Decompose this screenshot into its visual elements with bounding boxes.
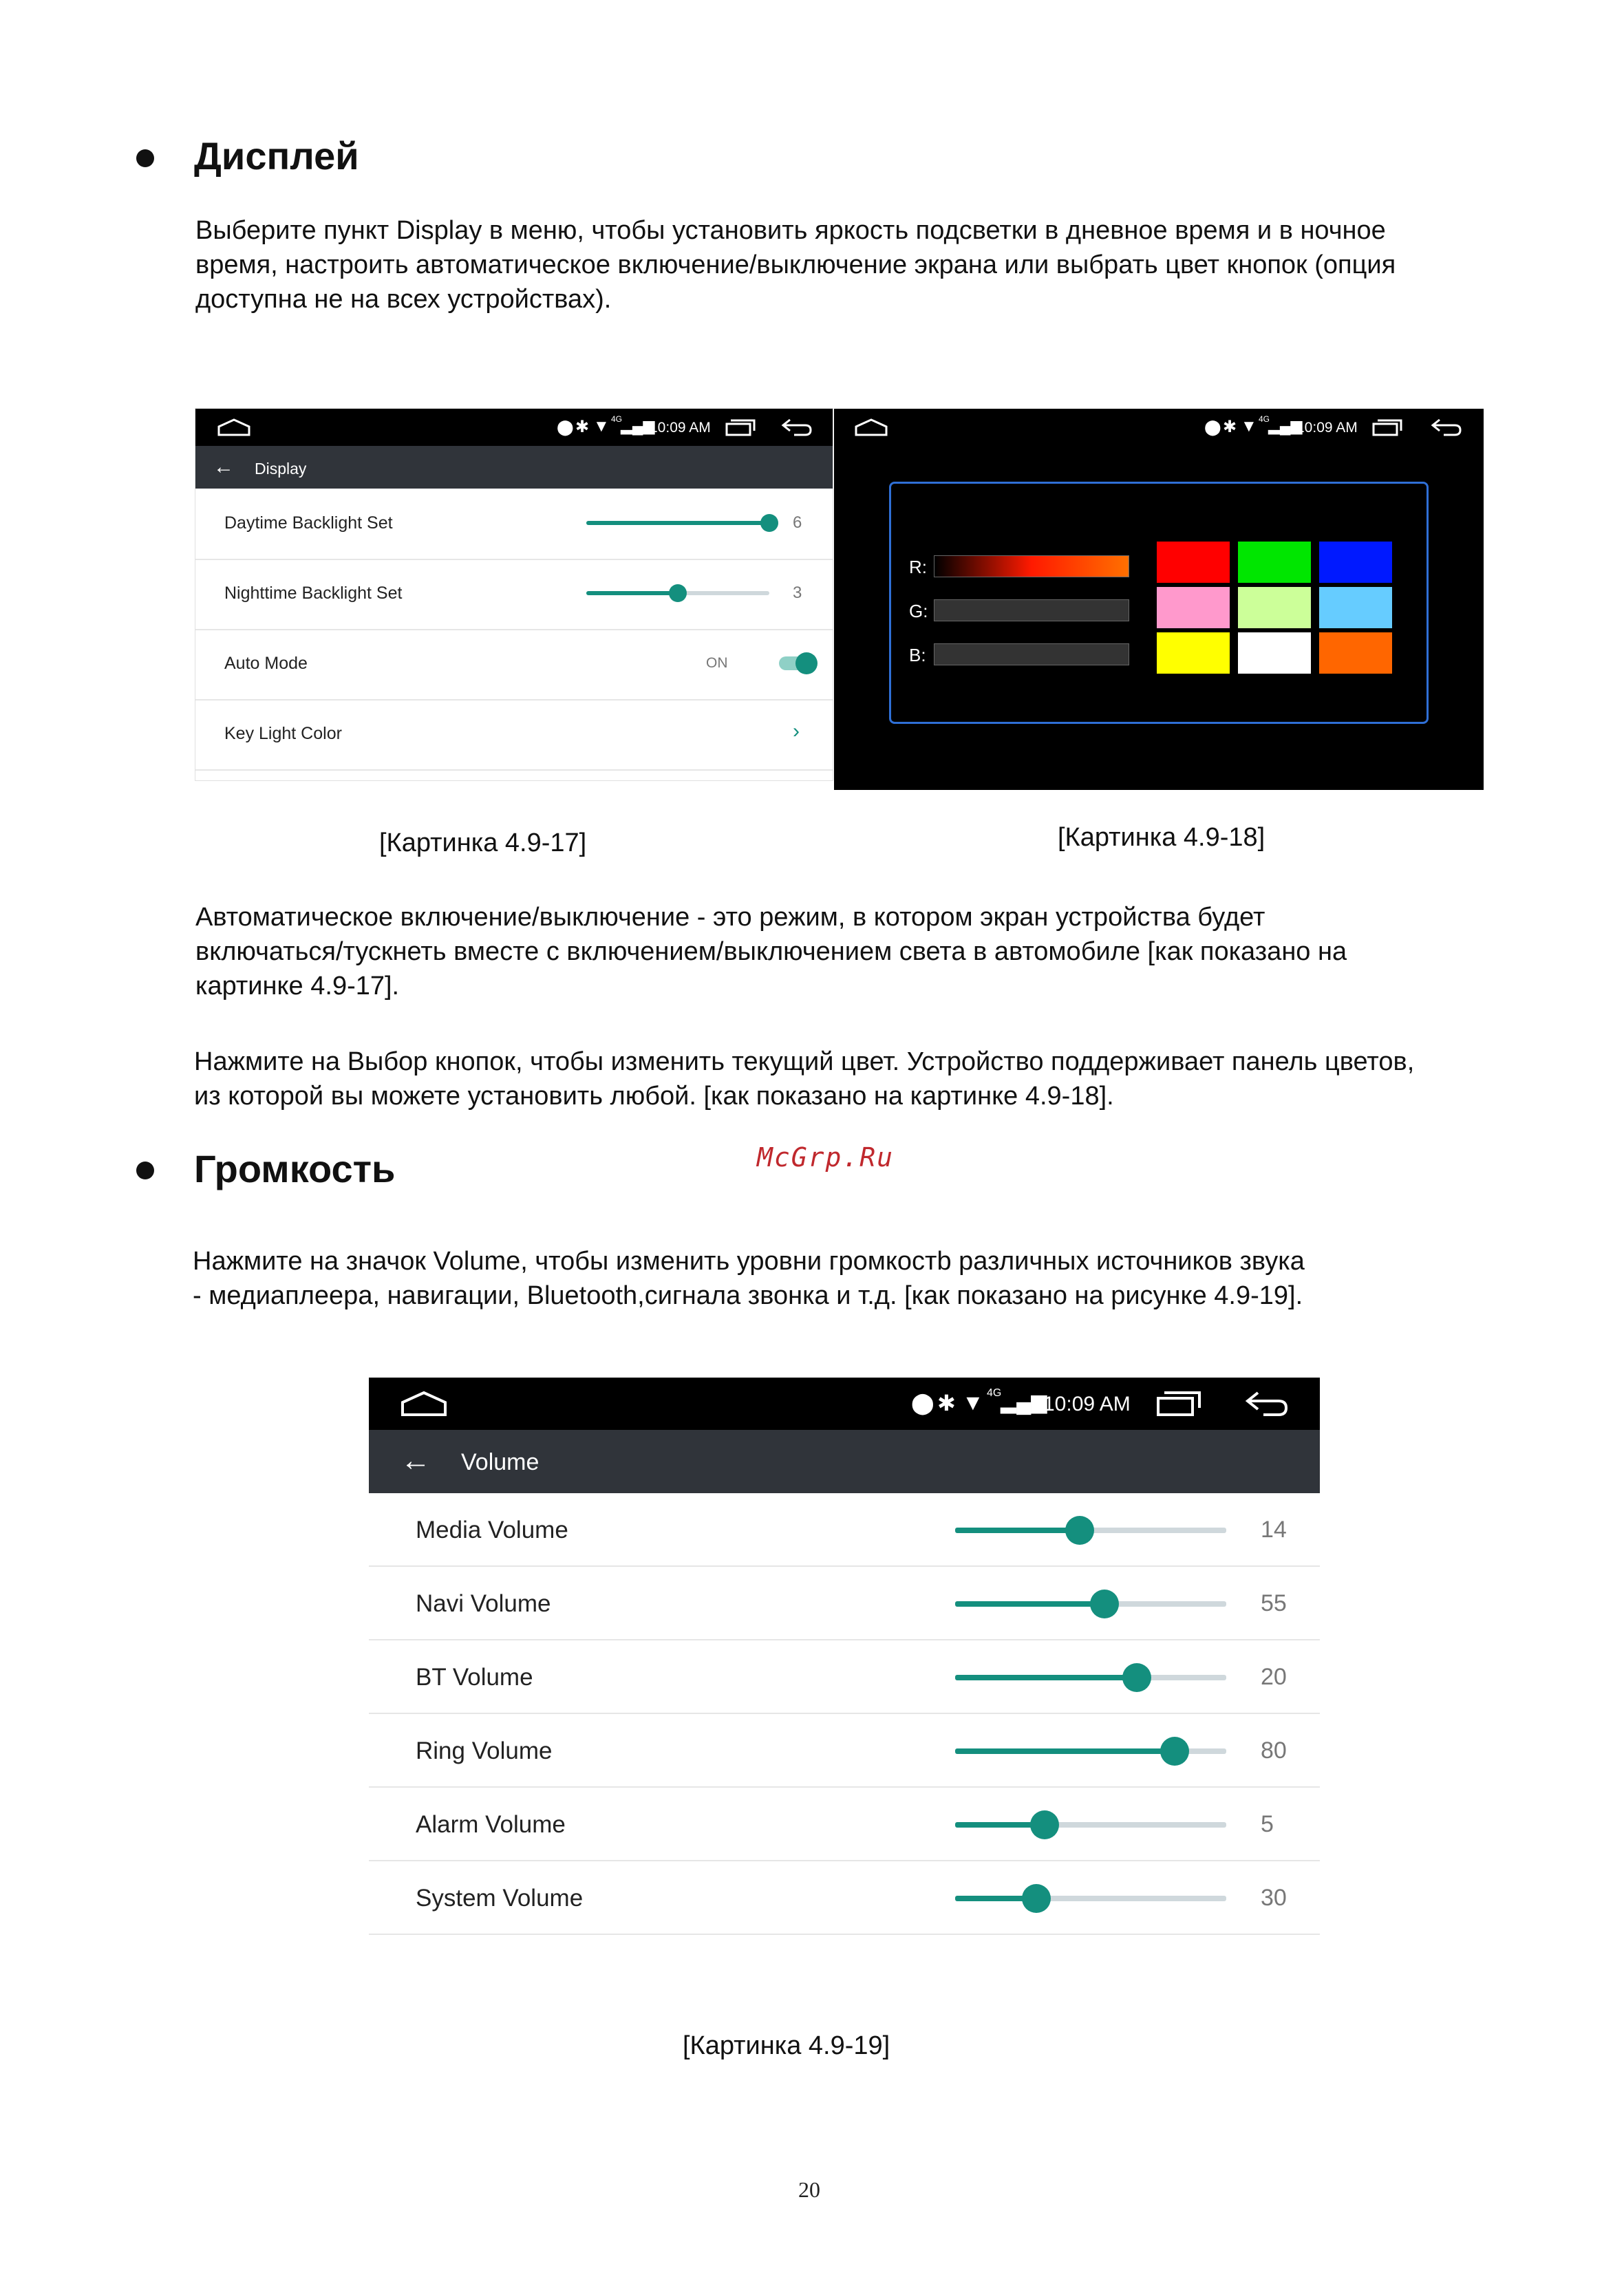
volume-slider-fill [955, 1601, 1104, 1607]
back-icon[interactable] [1244, 1389, 1290, 1419]
home-icon[interactable] [216, 417, 252, 438]
display-settings-screenshot [195, 409, 833, 780]
volume-row[interactable] [369, 1788, 1320, 1861]
volume-value: 80 [1261, 1737, 1287, 1764]
color-swatch-grid [1157, 542, 1392, 678]
slider-track[interactable] [586, 521, 769, 525]
slider-red-fill [934, 556, 1129, 577]
color-panel-screenshot [834, 409, 1484, 790]
volume-row[interactable] [369, 1493, 1320, 1567]
color-swatch[interactable] [1238, 587, 1311, 628]
recent-apps-icon[interactable] [1155, 1390, 1203, 1417]
arrow-left-icon[interactable]: ← [213, 456, 234, 478]
volume-value: 55 [1261, 1590, 1287, 1616]
wifi-icon: ▼ [593, 417, 610, 436]
slider-fill [586, 591, 678, 595]
slider-green[interactable] [934, 599, 1129, 621]
volume-slider-thumb[interactable] [1030, 1810, 1059, 1839]
location-icon: ⬤ [557, 418, 574, 436]
network-type: 4G [611, 414, 623, 424]
color-swatch[interactable] [1238, 542, 1311, 583]
row-daytime-backlight[interactable] [195, 489, 833, 560]
location-icon: ⬤ [1204, 418, 1221, 436]
toggle-state: ON [706, 655, 728, 671]
slider-thumb[interactable] [760, 514, 778, 532]
color-dialog [889, 482, 1429, 724]
network-type: 4G [987, 1387, 1002, 1399]
channel-label-g: G: [909, 601, 928, 621]
wifi-icon: ▼ [1241, 417, 1257, 436]
volume-slider-thumb[interactable] [1022, 1884, 1051, 1913]
display-intro-line-3: доступна не на всех устройствах). [195, 285, 612, 314]
row-nighttime-backlight[interactable] [195, 559, 833, 630]
color-swatch[interactable] [1319, 587, 1392, 628]
volume-row[interactable] [369, 1567, 1320, 1640]
volume-value: 20 [1261, 1664, 1287, 1690]
display-title: Display [255, 460, 307, 478]
volume-row[interactable] [369, 1640, 1320, 1714]
status-bar [834, 409, 1484, 446]
status-time: 10:09 AM [1296, 420, 1358, 436]
volume-slider-track[interactable] [955, 1528, 1226, 1533]
row-label: Nighttime Backlight Set [224, 584, 403, 603]
location-icon: ⬤ [911, 1392, 934, 1415]
volume-slider-fill [955, 1748, 1175, 1754]
volume-row-label: BT Volume [416, 1664, 533, 1691]
volume-slider-track[interactable] [955, 1601, 1226, 1607]
display-toolbar [195, 446, 833, 489]
slider-value: 6 [793, 513, 802, 532]
color-swatch[interactable] [1157, 587, 1230, 628]
volume-value: 30 [1261, 1885, 1287, 1911]
volume-settings-screenshot [369, 1378, 1320, 1936]
signal-icon: ▂▄▆ [621, 417, 655, 434]
page-number: 20 [798, 2177, 820, 2202]
caption-4-9-18: [Картинка 4.9-18] [1058, 823, 1265, 852]
volume-row-label: Ring Volume [416, 1737, 553, 1764]
volume-slider-fill [955, 1528, 1080, 1533]
chevron-right-icon: › [793, 720, 800, 742]
home-icon[interactable] [853, 417, 889, 438]
back-icon[interactable] [1430, 417, 1463, 438]
button-color-line-1: Нажмите на Выбор кнопок, чтобы изменить текущий цвет. Устройство поддерживает панель цветов, [194, 1047, 1415, 1076]
heading-volume: Громкость [194, 1147, 396, 1190]
heading-display: Дисплей [194, 134, 359, 178]
recent-apps-icon[interactable] [724, 418, 757, 438]
back-icon[interactable] [780, 417, 813, 438]
volume-slider-track[interactable] [955, 1675, 1226, 1680]
volume-slider-track[interactable] [955, 1896, 1226, 1901]
color-swatch[interactable] [1157, 542, 1230, 583]
color-swatch[interactable] [1319, 542, 1392, 583]
volume-value: 5 [1261, 1811, 1274, 1837]
color-swatch[interactable] [1157, 632, 1230, 674]
row-key-light-color[interactable] [195, 699, 833, 771]
display-intro-line-2: время, настроить автоматическое включение/выключение экрана или выбрать цвет кнопок (опция [195, 250, 1396, 279]
volume-slider-track[interactable] [955, 1822, 1226, 1828]
volume-slider-thumb[interactable] [1122, 1663, 1151, 1692]
status-bar [195, 409, 833, 446]
auto-mode-switch[interactable] [779, 656, 813, 670]
row-label: Auto Mode [224, 654, 308, 673]
recent-apps-icon[interactable] [1371, 418, 1404, 438]
volume-row[interactable] [369, 1714, 1320, 1788]
bullet-display [136, 149, 154, 167]
signal-icon: ▂▄▆ [1001, 1391, 1047, 1413]
status-bar [369, 1378, 1320, 1430]
button-color-line-2: из которой вы можете установить любой. [как показано на картинке 4.9-18]. [194, 1082, 1114, 1111]
volume-toolbar [369, 1430, 1320, 1493]
wifi-icon: ▼ [962, 1390, 984, 1415]
status-time: 10:09 AM [650, 420, 711, 436]
arrow-left-icon[interactable]: ← [400, 1444, 431, 1477]
bluetooth-icon: ✱ [937, 1391, 956, 1415]
bullet-volume [136, 1162, 154, 1179]
slider-thumb[interactable] [669, 584, 687, 602]
volume-slider-track[interactable] [955, 1748, 1226, 1754]
bluetooth-icon: ✱ [575, 418, 590, 436]
slider-red[interactable] [934, 555, 1129, 577]
slider-track[interactable] [586, 591, 769, 595]
volume-intro-line-1: Нажмите на значок Volume, чтобы изменить уровни громкостb различных источников звука [193, 1247, 1305, 1276]
bluetooth-icon: ✱ [1223, 418, 1237, 436]
auto-mode-line-3: картинке 4.9-17]. [195, 972, 400, 1001]
row-label: Daytime Backlight Set [224, 513, 393, 533]
volume-intro-line-2: - медиаплеера, навигации, Bluetooth,сигнала звонка и т.д. [как показано на рисунке 4.9-19]. [193, 1281, 1303, 1310]
slider-value: 3 [793, 584, 802, 602]
volume-row-label: Alarm Volume [416, 1811, 566, 1838]
signal-icon: ▂▄▆ [1268, 417, 1303, 434]
auto-mode-line-1: Автоматическое включение/выключение - это режим, в котором экран устройства будет [195, 903, 1265, 932]
row-label: Key Light Color [224, 724, 342, 743]
switch-thumb [795, 652, 818, 674]
channel-label-b: B: [909, 645, 926, 665]
auto-mode-line-2: включаться/тускнеть вместе с включением/выключением света в автомобиле [как показано на [195, 937, 1347, 966]
row-auto-mode[interactable] [195, 629, 833, 700]
home-icon[interactable] [399, 1389, 449, 1419]
volume-slider-thumb[interactable] [1160, 1737, 1189, 1766]
slider-blue[interactable] [934, 643, 1129, 665]
volume-row-label: System Volume [416, 1885, 584, 1912]
slider-fill [586, 521, 769, 525]
color-swatch[interactable] [1319, 632, 1392, 674]
network-type: 4G [1259, 414, 1270, 424]
volume-row-label: Navi Volume [416, 1590, 551, 1617]
volume-slider-fill [955, 1675, 1137, 1680]
status-time: 10:09 AM [1043, 1393, 1131, 1415]
volume-row[interactable] [369, 1861, 1320, 1935]
volume-row-label: Media Volume [416, 1517, 568, 1543]
channel-label-r: R: [909, 557, 927, 577]
color-swatch[interactable] [1238, 632, 1311, 674]
watermark: McGrp.Ru [757, 1142, 895, 1173]
volume-title: Volume [461, 1449, 539, 1475]
display-intro-line-1: Выберите пункт Display в меню, чтобы установить яркость подсветки в дневное время и в ночное [195, 216, 1386, 245]
volume-slider-thumb[interactable] [1065, 1516, 1094, 1545]
volume-slider-thumb[interactable] [1090, 1590, 1119, 1618]
volume-value: 14 [1261, 1517, 1287, 1543]
volume-list [369, 1493, 1320, 1936]
caption-4-9-17: [Картинка 4.9-17] [379, 828, 587, 857]
caption-4-9-19: [Картинка 4.9-19] [683, 2031, 890, 2060]
